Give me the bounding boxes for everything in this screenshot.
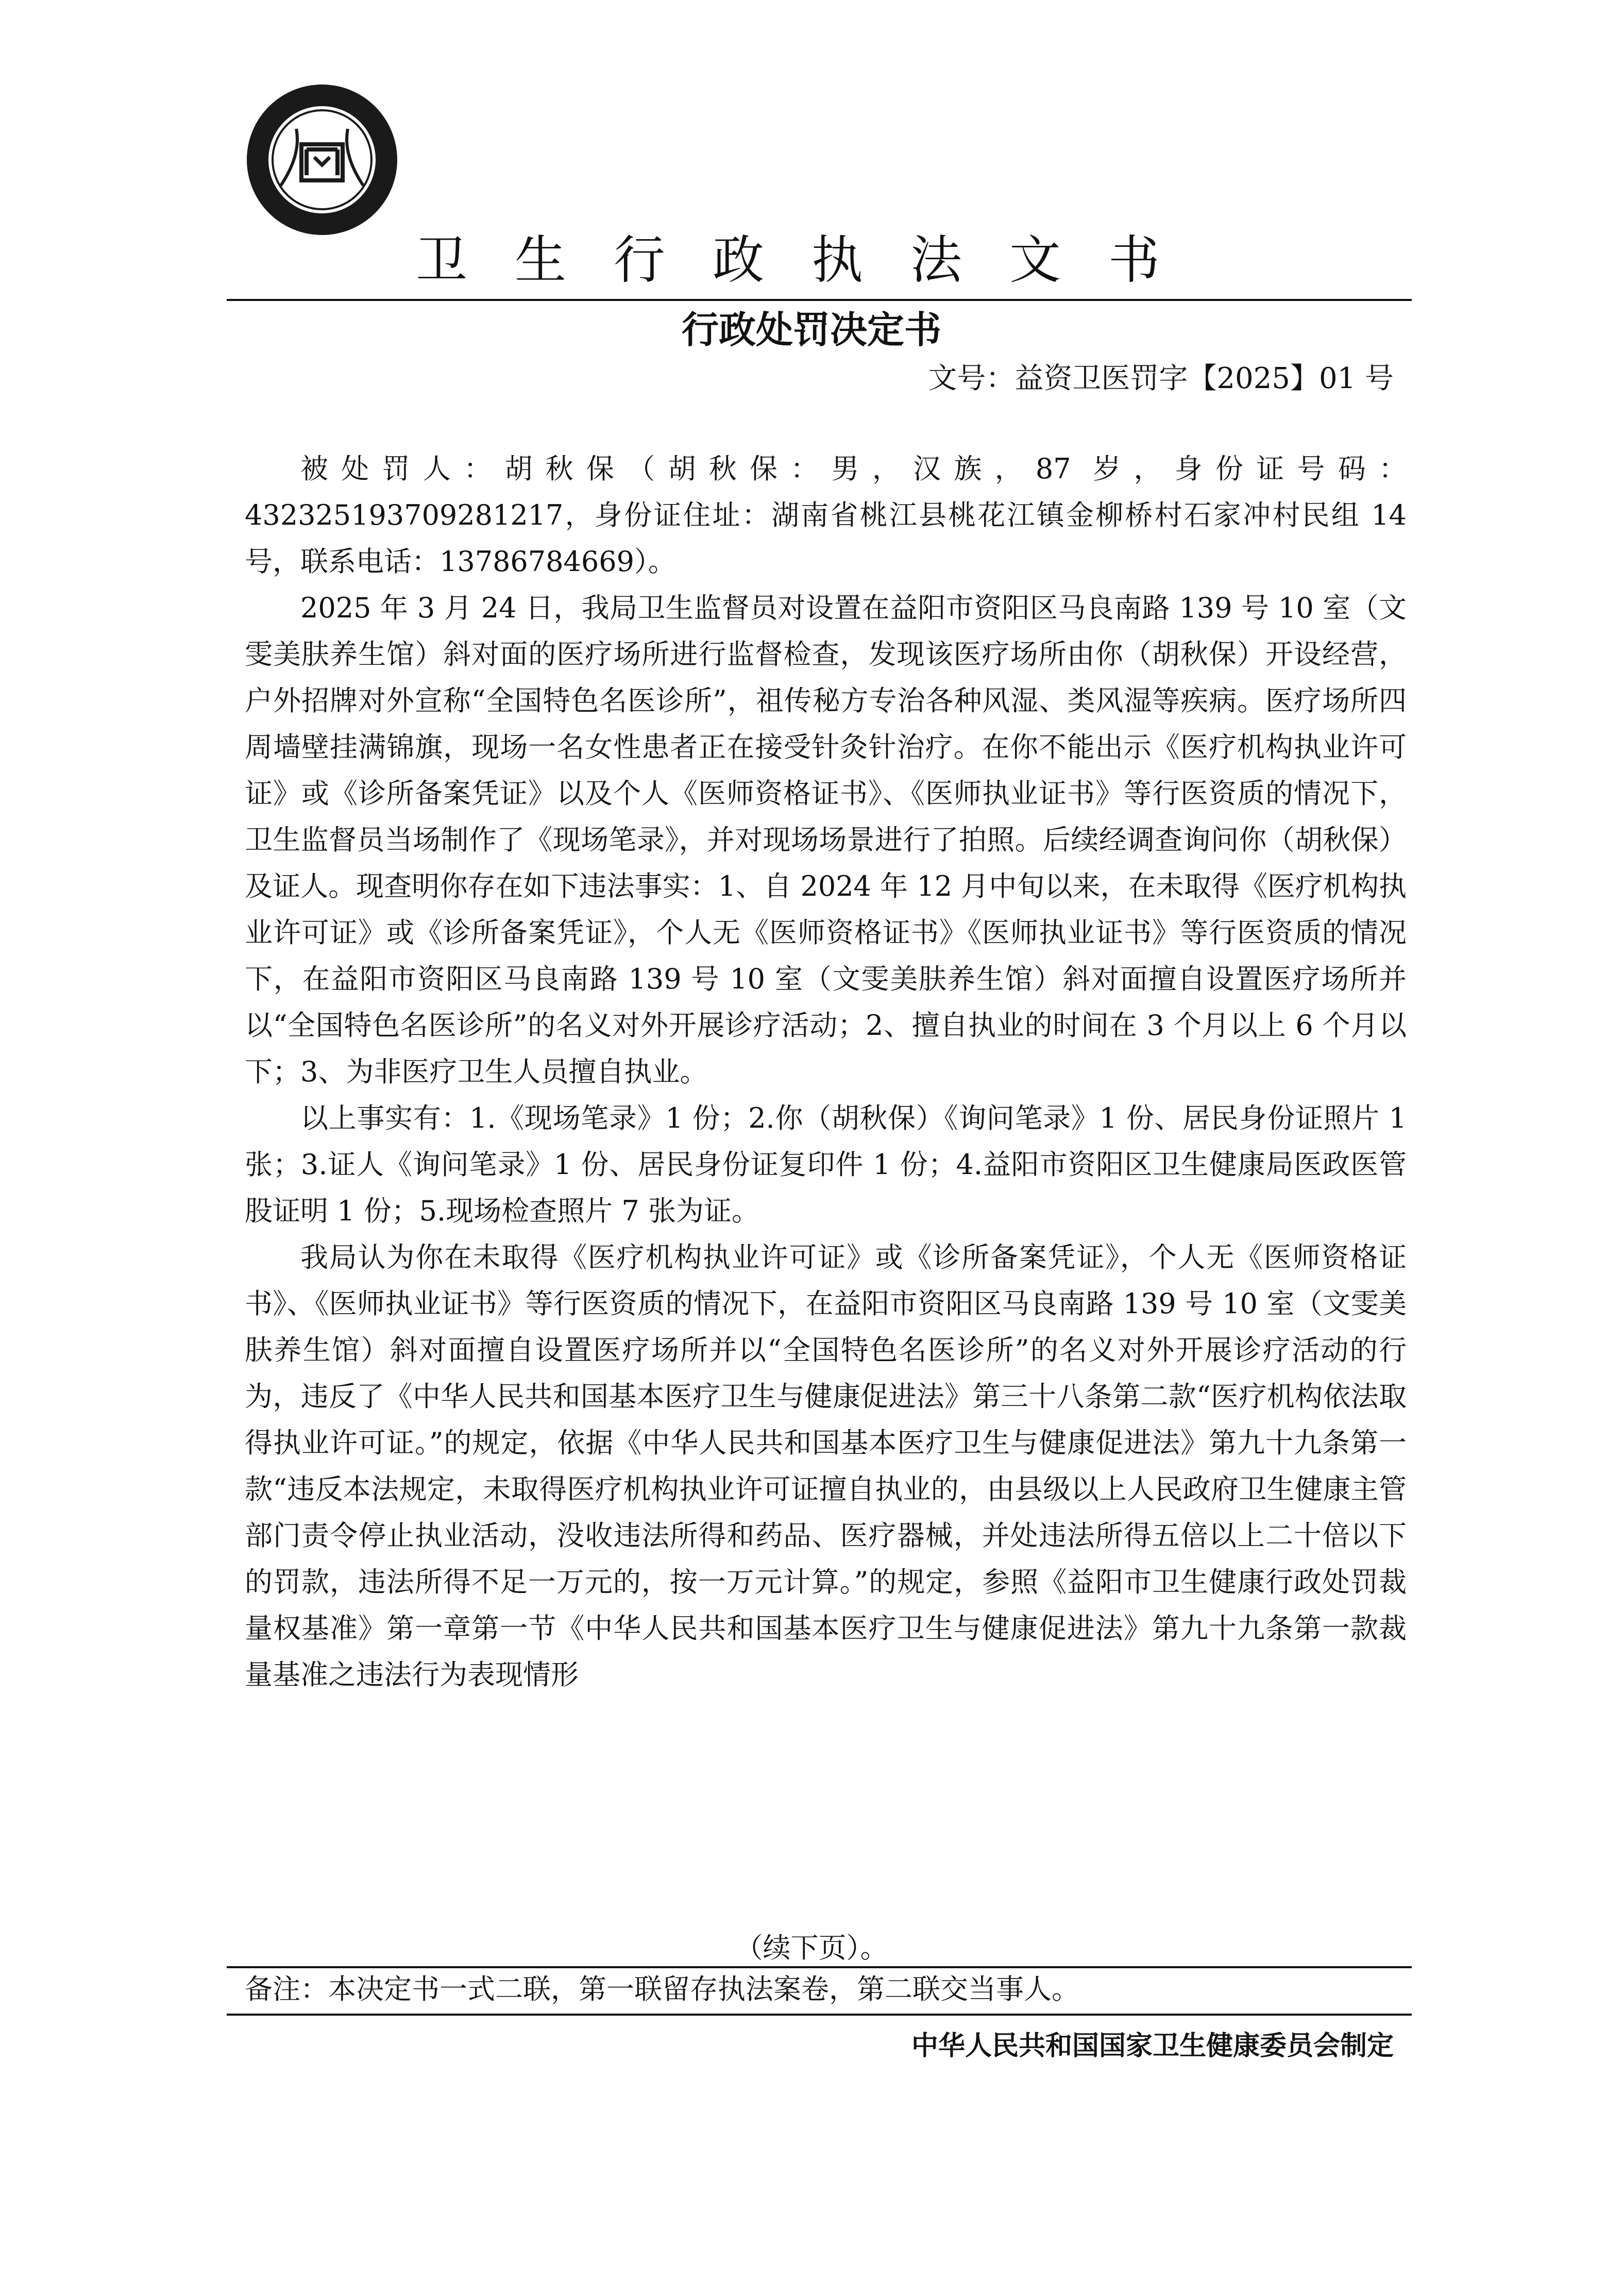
document-number: 文号：益资卫医罚字【2025】01 号	[928, 362, 1394, 395]
paragraph-party: 被处罚人：胡秋保（胡秋保：男，汉族，87 岁，身份证号码：432325193709281217，身份证住址：湖南省桃江县桃花江镇金柳桥村石家冲村民组 14 号，联系电话：13786784669）。	[245, 453, 1407, 578]
page-title: 行政处罚决定书	[681, 308, 941, 351]
paragraph-evidence: 以上事实有：1.《现场笔录》1 份；2.你（胡秋保）《询问笔录》1 份、居民身份证照片 1 张；3.证人《询问笔录》1 份、居民身份证复印件 1 份；4.益阳市资阳区卫生健康局医政医管股证明 1 份；5.现场检查照片 7 张为证。	[245, 1102, 1407, 1227]
header-divider	[227, 299, 1412, 301]
footer-divider-bottom	[227, 2014, 1412, 2016]
remark-line: 备注：本决定书一式二联，第一联留存执法案卷，第二联交当事人。	[245, 1973, 1079, 2005]
health-inspection-seal-icon	[245, 82, 399, 237]
document-body	[245, 446, 1407, 1698]
continued-note: （续下页）。	[735, 1932, 888, 1964]
document-series-title: 卫生行政执法文书	[416, 230, 1207, 290]
issuer-line: 中华人民共和国国家卫生健康委员会制定	[911, 2031, 1394, 2062]
paragraph-facts: 2025 年 3 月 24 日，我局卫生监督员对设置在益阳市资阳区马良南路 139 号 10 室（文雯美肤养生馆）斜对面的医疗场所进行监督检查，发现该医疗场所由你（胡秋保）开设经营，户外招牌对外宣称“全国特色名医诊所”，祖传秘方专治各种风湿、类风湿等疾病。医疗场所四周墙壁挂满锦旗，现场一名女性患者正在接受针灸针治疗。在你不能出示《医疗机构执业许可证》或《诊所备案凭证》以及个人《医师资格证书》、《医师执业证书》等行医资质的情况下，卫生监督员当场制作了《现场笔录》，并对现场场景进行了拍照。后续经调查询问你（胡秋保）及证人。现查明你存在如下违法事实：1、自 2024 年 12 月中旬以来，在未取得《医疗机构执业许可证》或《诊所备案凭证》，个人无《医师资格证书》《医师执业证书》等行医资质的情况下，在益阳市资阳区马良南路 139 号 10 室（文雯美肤养生馆）斜对面擅自设置医疗场所并以“全国特色名医诊所”的名义对外开展诊疗活动；2、擅自执业的时间在 3 个月以上 6 个月以下；3、为非医疗卫生人员擅自执业。	[245, 592, 1407, 1088]
paragraph-legal-basis: 我局认为你在未取得《医疗机构执业许可证》或《诊所备案凭证》，个人无《医师资格证书》、《医师执业证书》等行医资质的情况下，在益阳市资阳区马良南路 139 号 10 室（文雯美肤养生馆）斜对面擅自设置医疗场所并以“全国特色名医诊所”的名义对外开展诊疗活动的行为，违反了《中华人民共和国基本医疗卫生与健康促进法》第三十八条第二款“医疗机构依法取得执业许可证。”的规定，依据《中华人民共和国基本医疗卫生与健康促进法》第九十九条第一款“违反本法规定，未取得医疗机构执业许可证擅自执业的，由县级以上人民政府卫生健康主管部门责令停止执业活动，没收违法所得和药品、医疗器械，并处违法所得五倍以上二十倍以下的罚款，违法所得不足一万元的，按一万元计算。”的规定，参照《益阳市卫生健康行政处罚裁量权基准》第一章第一节《中华人民共和国基本医疗卫生与健康促进法》第九十九条第一款裁量基准之违法行为表现情形	[245, 1241, 1407, 1691]
